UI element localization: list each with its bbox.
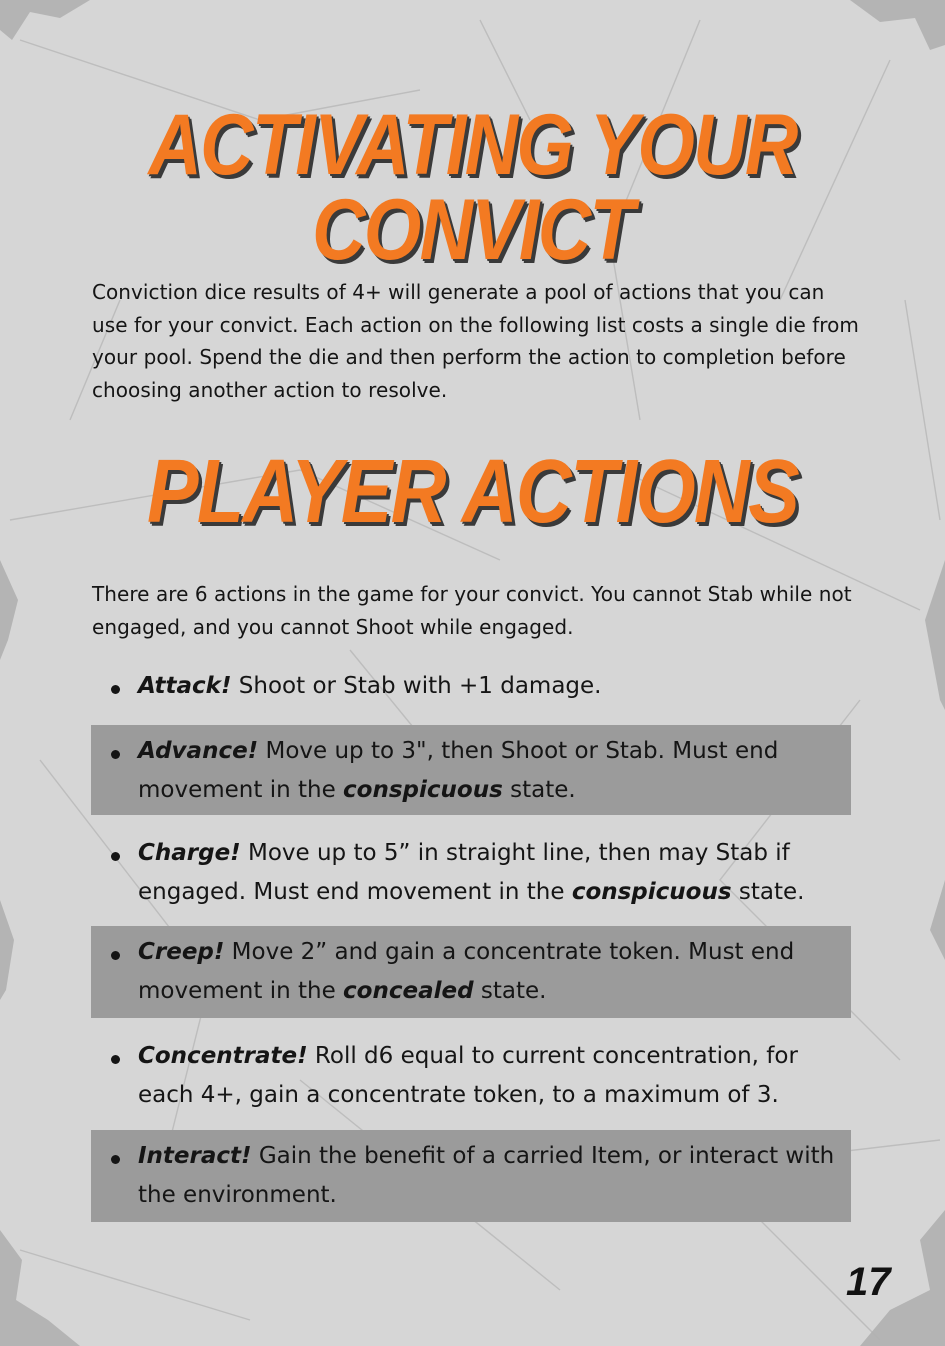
- intro-paragraph: Conviction dice results of 4+ will generate a pool of actions that you can use for your convict. Each action on the following list costs a single die from your pool. Spend the die and then perform the action to completion before choosing another action to resolve.: [92, 280, 859, 402]
- action-item-concentrate: [91, 1018, 851, 1130]
- action-item-charge: [91, 815, 851, 926]
- bullet-icon: [111, 1155, 120, 1164]
- action-description: Move up to 3", then Shoot or Stab. Must end movement in the: [138, 738, 779, 803]
- action-description-end: state.: [473, 978, 547, 1004]
- heading-activating-your-convict-line-2: CONVICT: [312, 182, 633, 278]
- action-item-advance: [91, 725, 851, 815]
- bullet-icon: [111, 951, 120, 960]
- action-name: Advance!: [138, 738, 259, 764]
- action-item-creep: [91, 926, 851, 1018]
- action-item-interact: [91, 1130, 851, 1222]
- bullet-icon: [111, 685, 120, 694]
- bullet-icon: [111, 1055, 120, 1064]
- heading-player-actions: PLAYER ACTIONS: [146, 442, 799, 542]
- state-emphasis: conspicuous: [571, 879, 732, 905]
- action-name: Attack!: [138, 673, 232, 699]
- action-description: Move up to 5” in straight line, then may Stab if engaged. Must end movement in the: [138, 840, 790, 905]
- action-name: Concentrate!: [138, 1043, 308, 1069]
- state-emphasis: conspicuous: [343, 777, 503, 803]
- action-description: Shoot or Stab with +1 damage.: [231, 673, 602, 699]
- heading-activating-your-convict-line-1: ACTIVATING YOUR: [148, 97, 797, 193]
- action-description: Gain the benefit of a carried Item, or interact with the environment.: [138, 1143, 835, 1208]
- action-name: Creep!: [138, 939, 225, 965]
- action-name: Interact!: [138, 1143, 252, 1169]
- action-description: Move 2” and gain a concentrate token. Must end movement in the: [138, 939, 795, 1004]
- action-item-attack: [91, 665, 851, 725]
- action-description: Roll d6 equal to current concentration, for each 4+, gain a concentrate token, to a maximum of 3.: [138, 1043, 798, 1108]
- action-list: [91, 665, 851, 1222]
- bullet-icon: [111, 750, 120, 759]
- action-name: Charge!: [138, 840, 241, 866]
- state-emphasis: concealed: [343, 978, 474, 1004]
- actions-intro-paragraph: There are 6 actions in the game for your convict. You cannot Stab while not engaged, and you cannot Shoot while engaged.: [92, 582, 852, 639]
- action-description-end: state.: [502, 777, 576, 803]
- action-description-end: state.: [731, 879, 805, 905]
- bullet-icon: [111, 852, 120, 861]
- page-number: 17: [846, 1260, 891, 1304]
